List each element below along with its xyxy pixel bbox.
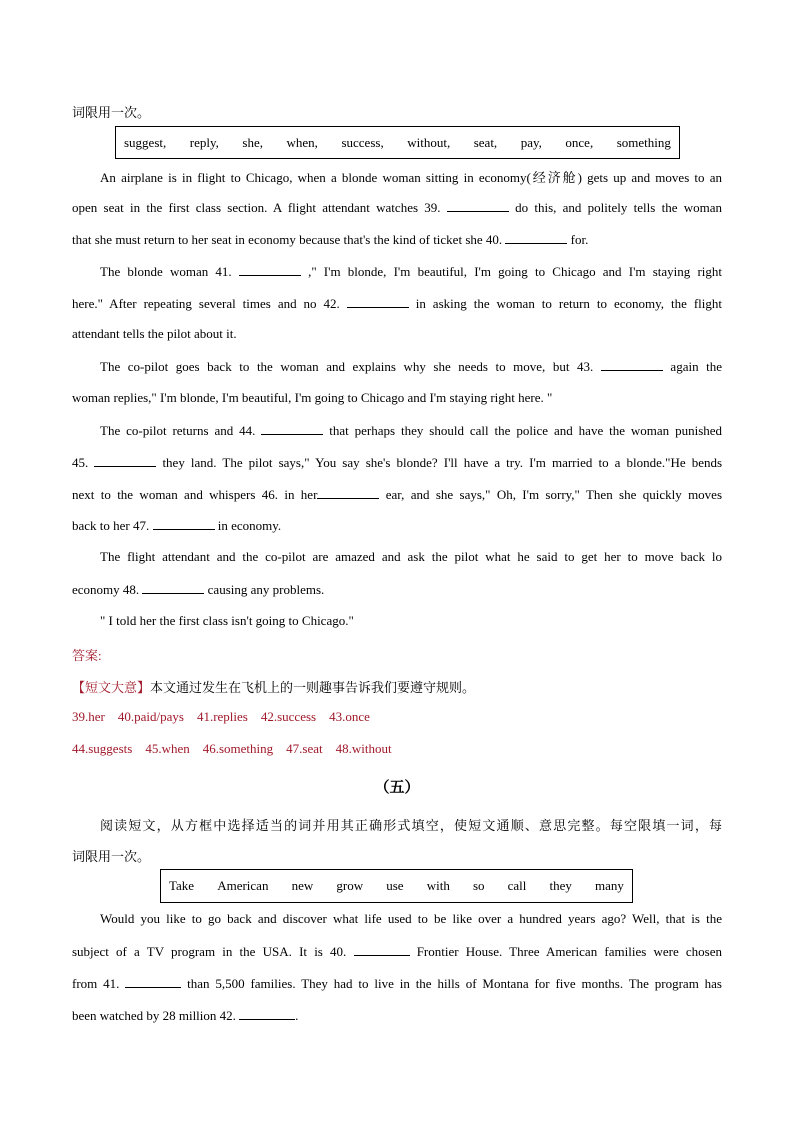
blank-46[interactable] — [317, 486, 379, 499]
answer-item: 44.suggests — [72, 741, 133, 756]
passage1-line: " I told her the first class isn't going to Chicago." — [100, 613, 354, 628]
word-box-2 — [160, 869, 633, 903]
box1-word: seat, — [473, 134, 498, 150]
box2-word: so — [472, 878, 485, 893]
box1-word: something — [616, 134, 671, 150]
answer-item: 48.without — [335, 741, 392, 756]
passage1-line: economy 48. causing any problems. — [72, 582, 325, 597]
box1-word: when, — [286, 134, 318, 150]
passage1-line: that she must return to her seat in economy because that's the kind of ticket she 40. for. — [72, 232, 589, 247]
answer-item: 46.something — [202, 741, 274, 756]
box1-word: success, — [341, 134, 384, 150]
passage1-line: open seat in the first class section. A flight attendant watches 39. do this, and politely tells the woman — [72, 200, 722, 215]
passage1-line: back to her 47. in economy. — [72, 518, 282, 533]
passage1-line: The blonde woman 41. ," I'm blonde, I'm beautiful, I'm going to Chicago and I'm staying right — [100, 264, 722, 279]
box2-word: Take — [169, 878, 195, 893]
blank-44[interactable] — [261, 422, 323, 435]
box1-word: without, — [407, 134, 451, 150]
answers-row-2 — [72, 741, 722, 757]
instructions-line: 阅读短文，从方框中选择适当的词并用其正确形式填空，使短文通顺、意思完整。每空限填一词，每 — [100, 818, 722, 833]
box1-word: pay, — [520, 134, 542, 150]
answer-item: 40.paid/pays — [117, 709, 184, 724]
blank-42[interactable] — [347, 295, 409, 308]
passage2-line: been watched by 28 million 42. . — [72, 1008, 299, 1023]
passage1-line: 45. they land. The pilot says," You say she's blonde? I'll have a try. I'm married to a blonde."He bends — [72, 455, 723, 470]
blank-45[interactable] — [94, 454, 156, 467]
passage1-line: The co-pilot goes back to the woman and explains why she needs to move, but 43. again the — [100, 359, 723, 374]
blank-p2-42[interactable] — [239, 1007, 295, 1020]
box2-word: they — [549, 878, 572, 893]
box1-word: she, — [242, 134, 263, 150]
passage1-line: An airplane is in flight to Chicago, when a blonde woman sitting in economy(经济舱) gets up and moves to an — [100, 170, 722, 185]
box1-word: reply, — [189, 134, 219, 150]
passage1-line: next to the woman and whispers 46. in her ear, and she says," Oh, I'm sorry," Then she quickly moves — [72, 487, 723, 502]
passage2-line: Would you like to go back and discover what life used to be like over a hundred years ago? Well, that is the — [100, 911, 722, 926]
word-box-1 — [115, 126, 680, 159]
passage1-line: here." After repeating several times and no 42. in asking the woman to return to economy, the flight — [72, 296, 723, 311]
box2-word: call — [507, 878, 527, 893]
blank-40[interactable] — [505, 231, 567, 244]
box2-word: American — [217, 878, 269, 893]
passage1-line: woman replies," I'm blonde, I'm beautiful, I'm going to Chicago and I'm staying right here. " — [72, 390, 553, 405]
answers-row-1 — [72, 709, 722, 725]
box2-word: use — [386, 878, 404, 893]
summary-line — [72, 677, 722, 696]
blank-43[interactable] — [601, 358, 663, 371]
section-title: （五） — [374, 780, 420, 796]
passage1-line: The co-pilot returns and 44. that perhaps they should call the police and have the woman punished — [100, 423, 723, 438]
answer-item: 47.seat — [286, 741, 323, 756]
blank-41[interactable] — [239, 263, 301, 276]
blank-39[interactable] — [447, 199, 509, 212]
box2-word: with — [426, 878, 450, 893]
passage2-line: from 41. than 5,500 families. They had to live in the hills of Montana for five months. The program has — [72, 976, 722, 991]
answer-item: 43.once — [329, 709, 370, 724]
blank-48[interactable] — [142, 581, 204, 594]
box1-word: suggest, — [124, 134, 167, 150]
summary-tag: 【短文大意】 — [72, 680, 151, 695]
answer-item: 45.when — [145, 741, 190, 756]
blank-47[interactable] — [153, 517, 215, 530]
answer-item: 39.her — [72, 709, 105, 724]
box2-word: many — [595, 878, 624, 893]
box1-word: once, — [565, 134, 594, 150]
passage1-line: The flight attendant and the co-pilot are amazed and ask the pilot what he said to get her to move back lo — [100, 549, 722, 564]
blank-p2-40[interactable] — [354, 943, 410, 956]
instructions-line: 词限用一次。 — [72, 849, 151, 864]
blank-p2-41[interactable] — [125, 975, 181, 988]
summary-text: 本文通过发生在飞机上的一则趣事告诉我们要遵守规则。 — [150, 680, 476, 695]
answer-item: 42.success — [260, 709, 317, 724]
top-note: 词限用一次。 — [72, 105, 151, 120]
box2-word: new — [291, 878, 314, 893]
passage2-line: subject of a TV program in the USA. It is 40. Frontier House. Three American families were chosen — [72, 944, 722, 959]
answer-item: 41.replies — [196, 709, 248, 724]
passage1-line: attendant tells the pilot about it. — [72, 326, 237, 341]
answer-label: 答案: — [72, 648, 102, 663]
box2-word: grow — [336, 878, 364, 893]
